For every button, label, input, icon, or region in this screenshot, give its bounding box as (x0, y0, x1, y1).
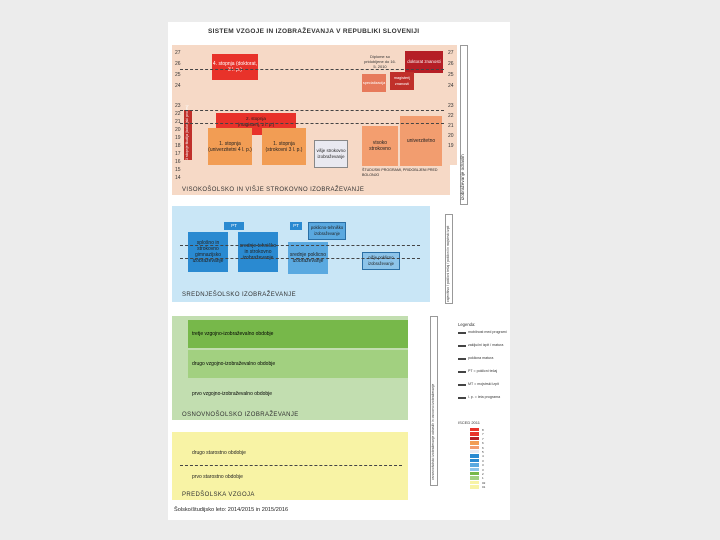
right-year-number: 23 (448, 103, 454, 109)
isced-swatch (470, 459, 479, 462)
basic-stage1-label: prvo vzgojno-izobraževalno obdobje (192, 391, 273, 397)
pre-bologna-note: ŠTUDIJSKI PROGRAMI, PRIDOBLJENI PRED BOLONJO (362, 168, 438, 177)
first-academic-label: 1. stopnja (univerzitetni 4 l. p.) (208, 140, 252, 153)
left-year-number: 14 (175, 175, 181, 181)
secondary-dash-1 (180, 245, 420, 246)
master-science-label: magisterij znanosti (393, 76, 411, 86)
technical-box (238, 232, 278, 272)
basic-stage3-box (188, 320, 408, 348)
left-year-number: 16 (175, 159, 181, 165)
legend-item-label: l. p. = leta programa (468, 395, 501, 399)
right-year-number: 25 (448, 72, 454, 78)
technical-label: srednje tehniško in strokovno izobraževanje (239, 243, 277, 261)
left-year-number: 24 (175, 83, 181, 89)
isced-swatch (470, 472, 479, 475)
diagram-title: SISTEM VZGOJE IN IZOBRAŽEVANJA V REPUBLIKI SLOVENIJI (208, 28, 420, 35)
basic-stage3-label: tretje vzgojno-izobraževalno obdobje (192, 331, 274, 337)
isced-code: 6 (482, 441, 484, 446)
first-academic-box (208, 128, 252, 165)
isced-code: 5 (482, 450, 484, 454)
left-year-number: 22 (175, 111, 181, 117)
isced-swatch (470, 481, 479, 484)
pre-college-box (362, 126, 398, 166)
pt-mid-label: PT (293, 223, 299, 228)
isced-swatch (470, 441, 479, 444)
legend-item-label: MT = mojstrski izpit (468, 382, 499, 386)
left-year-number: 26 (175, 61, 181, 67)
isced-code: 01 (482, 485, 486, 490)
legend-marker (458, 397, 466, 399)
legend-item-label: PT = poklicni tečaj (468, 369, 498, 373)
isced-code: 4 (482, 454, 484, 459)
right-year-number: 27 (448, 50, 454, 56)
isced-code: 7 (482, 436, 484, 441)
isced-code: 6 (482, 445, 484, 450)
secondary-section-title: SREDNJEŠOLSKO IZOBRAŽEVANJE (182, 292, 297, 298)
preschool-stage2-label: drugo starostno obdobje (192, 450, 246, 456)
short-vocational-box (362, 252, 400, 270)
higher-dash-1 (180, 69, 444, 70)
legend-item-label: zaključni izpit / matura (468, 343, 504, 347)
isced-title: ISCED 2011 (458, 420, 480, 425)
apprenticeship-text: vajeništvo / poklicni tečaj / poklicni in mojstrski izpit (446, 225, 450, 302)
isced-swatch (470, 446, 479, 449)
basic-stage2-label: drugo vzgojno-izobraževalno obdobje (192, 361, 276, 367)
right-doctoral-label: doktorat znanosti (407, 59, 441, 64)
isced-code: 02 (482, 480, 486, 485)
isced-swatch (470, 428, 479, 431)
master-science-box (390, 72, 414, 90)
right-year-number: 20 (448, 133, 454, 139)
vocational-tech-label: poklicno-tehniško izobraževanje (310, 225, 344, 236)
short-cycle-label: višje strokovno izobraževanje (316, 148, 346, 159)
adult-education-text: izobraževanje odraslih (460, 154, 465, 200)
right-year-number: 24 (448, 83, 454, 89)
pre-univ-label: univerzitetno (406, 138, 436, 144)
pre-college-label: visoko strokovno (369, 140, 391, 152)
isced-code: 1 (482, 476, 484, 481)
pt-top-box (224, 222, 244, 230)
isced-code: 2 (482, 472, 484, 476)
left-year-number: 15 (175, 167, 181, 173)
legend-item-label: poklicna matura (468, 356, 494, 360)
isced-swatch (470, 476, 479, 479)
right-year-number: 22 (448, 113, 454, 119)
legend-marker (458, 384, 466, 386)
footer-school-year: Šolsko/študijsko leto: 2014/2015 in 2015/2016 (174, 507, 289, 513)
legend-marker (458, 345, 466, 347)
isced-code: 8 (482, 428, 484, 432)
legend-heading: Legenda: (458, 322, 476, 327)
specialization-label: specializacija (362, 81, 386, 85)
basic-section-title: OSNOVNOŠOLSKO IZOBRAŽEVANJE (182, 412, 299, 418)
pt-top-label: PT (231, 223, 237, 228)
short-cycle-box (314, 140, 348, 168)
adult-basic-text: osnovnošolsko izobraževanje odraslih in osnovno izobraževanje (431, 383, 435, 480)
higher-dash-2 (180, 110, 444, 111)
isced-swatch (470, 463, 479, 466)
legend-item-label: mobilnost med programi (468, 330, 507, 334)
first-professional-box (262, 128, 306, 165)
pt-mid-box (290, 222, 302, 230)
left-year-number: 21 (175, 119, 181, 125)
higher-section-title: VISOKOŠOLSKO IN VIŠJE STROKOVNO IZOBRAŽEVANJE (182, 187, 365, 193)
bologna-note-label: Diplome so pridobljene do 16. 5. 2010 (364, 53, 396, 69)
gymnasium-label: splošno in strokovno gimnazijsko izobraževanje (192, 240, 224, 264)
isced-swatch (470, 485, 479, 488)
isced-code: 3 (482, 458, 484, 463)
first-professional-label: 1. stopnja (strokovni 3 l. p.) (265, 140, 303, 153)
second-cycle-label: 2. stopnja (magisterij, 2 l. p.) (237, 116, 275, 127)
doctoral-label: 4. stopnja (doktorat, 3 l. p.) (212, 61, 258, 73)
isced-swatch (470, 468, 479, 471)
left-year-number: 20 (175, 127, 181, 133)
upper-vocational-label: srednje poklicno izobraževanje (289, 252, 327, 264)
legend-marker (458, 358, 466, 360)
right-year-number: 21 (448, 123, 454, 129)
right-year-number: 19 (448, 143, 454, 149)
isced-swatch (470, 450, 479, 453)
isced-swatch (470, 437, 479, 440)
isced-swatch (470, 454, 479, 457)
right-year-number: 26 (448, 61, 454, 67)
basic-stage2-box (188, 350, 408, 378)
preschool-section-title: PREDŠOLSKA VZGOJA (182, 492, 255, 498)
basic-stage1-box (188, 380, 408, 408)
short-vocational-label: nižje poklicno izobraževanje (368, 255, 394, 266)
preschool-band (172, 432, 408, 500)
bologna-vertical-text: 3 stopnje študija (bolonjski proces) (185, 104, 189, 160)
isced-swatch (470, 432, 479, 435)
isced-code: 7 (482, 432, 484, 437)
vocational-tech-box (308, 222, 346, 240)
isced-code: 3 (482, 467, 484, 472)
specialization-box (362, 74, 386, 92)
left-year-number: 23 (175, 103, 181, 109)
left-year-number: 25 (175, 72, 181, 78)
legend-marker (458, 332, 466, 334)
isced-code: 3 (482, 463, 484, 468)
legend-marker (458, 371, 466, 373)
left-year-number: 17 (175, 151, 181, 157)
gymnasium-box (188, 232, 228, 272)
doctoral-box (212, 54, 258, 80)
preschool-stage1-label: prvo starostno obdobje (192, 474, 243, 480)
higher-dash-3 (180, 123, 444, 124)
secondary-dash-2 (180, 258, 420, 259)
preschool-dash (180, 465, 402, 466)
left-year-number: 19 (175, 135, 181, 141)
left-year-number: 27 (175, 50, 181, 56)
left-year-number: 18 (175, 143, 181, 149)
